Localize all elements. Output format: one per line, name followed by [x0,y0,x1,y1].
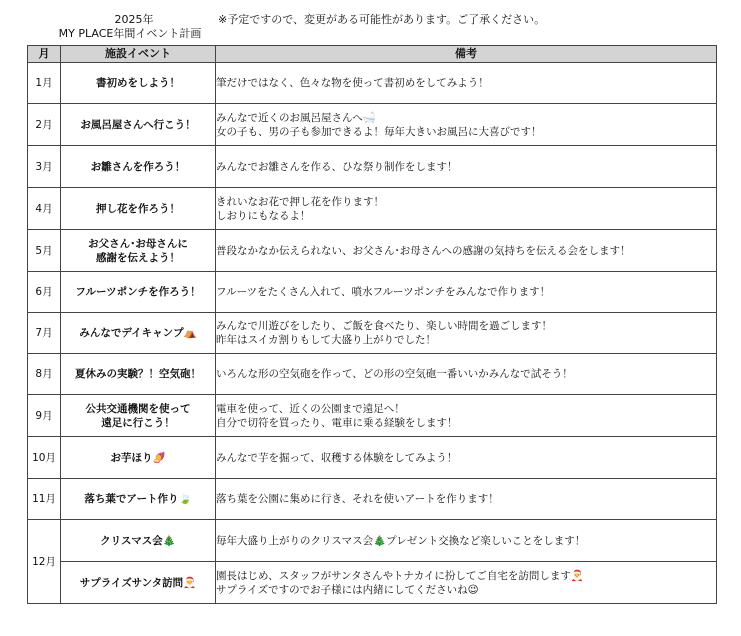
event-text: 遠足に行こう！ [101,416,175,429]
event-cell [61,63,216,104]
notes-text: サプライズですのでお子様には内緒にしてくださいね😉 [216,583,479,596]
month-cell: 2月 [28,104,61,146]
month-cell: 3月 [28,146,61,188]
table-row [28,395,717,437]
notes-text: 女の子も、男の子も参加できるよ！毎年大きいお風呂に大喜びです！ [216,125,542,138]
notes-text: フルーツをたくさん入れて、噴水フルーツポンチをみんなで作ります！ [216,286,551,298]
month-cell: 7月 [28,313,61,354]
notes-column-header: 備考 [216,46,717,63]
notes-text: 園長はじめ、スタッフがサンタさんやトナカイに扮してご自宅を訪問します🎅 [216,569,584,582]
notes-cell [216,479,717,520]
notes-text: 自分で切符を買ったり、電車に乗る経験をします！ [216,416,458,429]
table-row [28,313,717,354]
table-row [28,188,717,230]
notes-cell [216,272,717,313]
event-cell [61,146,216,188]
month-cell: 6月 [28,272,61,313]
event-text: お芋ほり🍠 [110,451,166,464]
month-cell: 4月 [28,188,61,230]
notes-text: 筆だけではなく、色々な物を使って書初めをしてみよう！ [216,77,489,89]
schedule-notice: ※予定ですので、変更がある可能性があります。ご了承ください。 [218,13,546,26]
event-text: 落ち葉でアート作り🍃 [84,493,192,505]
event-cell [61,188,216,230]
notes-cell [216,354,717,395]
event-text: フルーツポンチを作ろう！ [75,286,201,298]
table-row [28,520,717,562]
notes-text: 電車を使って、近くの公園まで遠足へ！ [216,402,405,415]
event-schedule-table [27,45,717,604]
notes-cell [216,562,717,604]
table-row [28,479,717,520]
month-cell: 9月 [28,395,61,437]
table-header-row [28,46,717,63]
table-row [28,104,717,146]
table-row [28,63,717,104]
notes-text: 毎年大盛り上がりのクリスマス会🎄プレゼント交換など楽しいことをします！ [216,534,586,547]
month-cell: 5月 [28,230,61,272]
event-text: 夏休みの実験？！空気砲！ [75,368,201,380]
notes-cell [216,230,717,272]
event-text: 押し花を作ろう！ [96,202,180,215]
event-text: サプライズサンタ訪問🎅 [79,576,197,589]
event-cell [61,272,216,313]
notes-text: しおりにもなるよ！ [216,209,311,222]
month-cell: 11月 [28,479,61,520]
event-text: みんなでデイキャンプ⛺ [79,327,197,339]
event-column-header: 施設イベント [61,46,216,63]
event-text: 書初めをしよう！ [96,77,180,89]
month-cell: 1月 [28,63,61,104]
event-cell [61,313,216,354]
table-row [28,562,717,604]
event-cell [61,520,216,562]
notes-text: みんなで近くのお風呂屋さんへ🛁 [216,111,376,124]
table-row [28,272,717,313]
event-cell [61,437,216,479]
document-title: MY PLACE年間イベント計画 [58,27,202,40]
event-cell [61,104,216,146]
event-cell [61,395,216,437]
event-text: 公共交通機関を使って [85,402,191,415]
table-row [28,354,717,395]
table-row [28,437,717,479]
month-cell: 12月 [28,520,61,604]
event-text: お風呂屋さんへ行こう！ [80,118,196,131]
event-cell [61,479,216,520]
notes-cell [216,520,717,562]
month-cell: 10月 [28,437,61,479]
notes-text: みんなで芋を掘って、収穫する体験をしてみよう！ [216,451,458,464]
notes-text: みんなで川遊びをしたり、ご飯を食べたり、楽しい時間を過ごします！ [216,320,552,332]
notes-text: きれいなお花で押し花を作ります！ [216,195,384,208]
event-text: クリスマス会🎄 [100,534,176,547]
event-cell [61,562,216,604]
notes-cell [216,104,717,146]
document-year: 2025年 [114,13,154,26]
event-cell [61,354,216,395]
notes-cell [216,146,717,188]
notes-text: 落ち葉を公園に集めに行き、それを使いアートを作ります！ [216,493,499,505]
event-text: 感謝を伝えよう！ [96,251,180,264]
notes-text: みんなでお雛さんを作る、ひな祭り制作をします！ [216,160,458,173]
table-row [28,146,717,188]
notes-text: 昨年はスイカ割りもして大盛り上がりでした！ [216,334,436,346]
notes-cell [216,395,717,437]
month-cell: 8月 [28,354,61,395]
event-cell [61,230,216,272]
notes-cell [216,313,717,354]
notes-cell [216,437,717,479]
notes-cell [216,188,717,230]
table-row [28,230,717,272]
event-text: お雛さんを作ろう！ [90,160,186,173]
event-text: お父さん･お母さんに [88,237,188,250]
notes-text: 普段なかなか伝えられない、お父さん･お母さんへの感謝の気持ちを伝える会をします！ [216,244,631,257]
notes-text: いろんな形の空気砲を作って、どの形の空気砲一番いいかみんなで試そう！ [216,368,573,380]
notes-cell [216,63,717,104]
month-column-header: 月 [28,46,61,63]
